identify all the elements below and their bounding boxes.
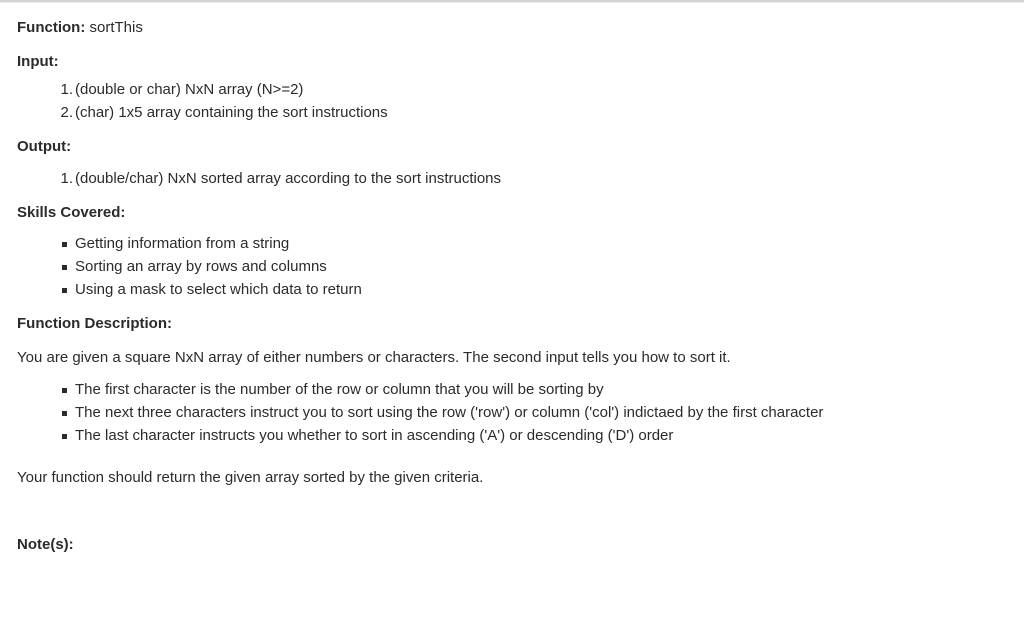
list-item-text: The last character instructs you whether to sort in ascending ('A') or descending ('D') order bbox=[75, 427, 674, 444]
list-number: 2. bbox=[60, 104, 73, 121]
input-heading: Input: bbox=[17, 53, 59, 70]
list-item bbox=[17, 401, 1007, 424]
list-item bbox=[17, 167, 1007, 190]
list-item-text: Using a mask to select which data to return bbox=[75, 281, 362, 298]
bullet-icon bbox=[62, 288, 67, 293]
list-item-text: Sorting an array by rows and columns bbox=[75, 258, 327, 275]
list-item-text: Getting information from a string bbox=[75, 235, 290, 252]
list-item bbox=[17, 424, 1007, 447]
bullet-icon bbox=[62, 411, 67, 416]
skills-list bbox=[17, 232, 1007, 301]
description-intro: You are given a square NxN array of either numbers or characters. The second input tells you how to sort it. bbox=[17, 349, 731, 366]
list-item-text: The first character is the number of the row or column that you will be sorting by bbox=[75, 381, 604, 398]
list-item bbox=[17, 278, 1007, 301]
function-label: Function: bbox=[17, 19, 86, 36]
bullet-icon bbox=[62, 265, 67, 270]
list-item-text: (double or char) NxN array (N>=2) bbox=[75, 81, 304, 98]
list-item bbox=[17, 101, 1007, 124]
list-number: 1. bbox=[60, 81, 73, 98]
list-item-text: The next three characters instruct you to sort using the row ('row') or column ('col') indictaed by the first character bbox=[75, 404, 824, 421]
top-border bbox=[0, 0, 1024, 3]
bullet-icon bbox=[62, 434, 67, 439]
skills-heading: Skills Covered: bbox=[17, 204, 126, 221]
description-closing: Your function should return the given array sorted by the given criteria. bbox=[17, 469, 484, 486]
function-line bbox=[17, 19, 1007, 37]
problem-statement bbox=[17, 19, 1007, 554]
list-item-text: (double/char) NxN sorted array according to the sort instructions bbox=[75, 170, 502, 187]
list-item-text: (char) 1x5 array containing the sort instructions bbox=[75, 104, 388, 121]
output-heading: Output: bbox=[17, 138, 72, 155]
input-list bbox=[17, 78, 1007, 124]
description-list bbox=[17, 378, 1007, 447]
list-item bbox=[17, 232, 1007, 255]
bullet-icon bbox=[62, 388, 67, 393]
list-number: 1. bbox=[60, 170, 73, 187]
function-name: sortThis bbox=[89, 19, 143, 36]
list-item bbox=[17, 78, 1007, 101]
description-heading: Function Description: bbox=[17, 315, 172, 332]
list-item bbox=[17, 378, 1007, 401]
bullet-icon bbox=[62, 242, 67, 247]
output-list bbox=[17, 167, 1007, 190]
notes-heading: Note(s): bbox=[17, 536, 74, 553]
list-item bbox=[17, 255, 1007, 278]
